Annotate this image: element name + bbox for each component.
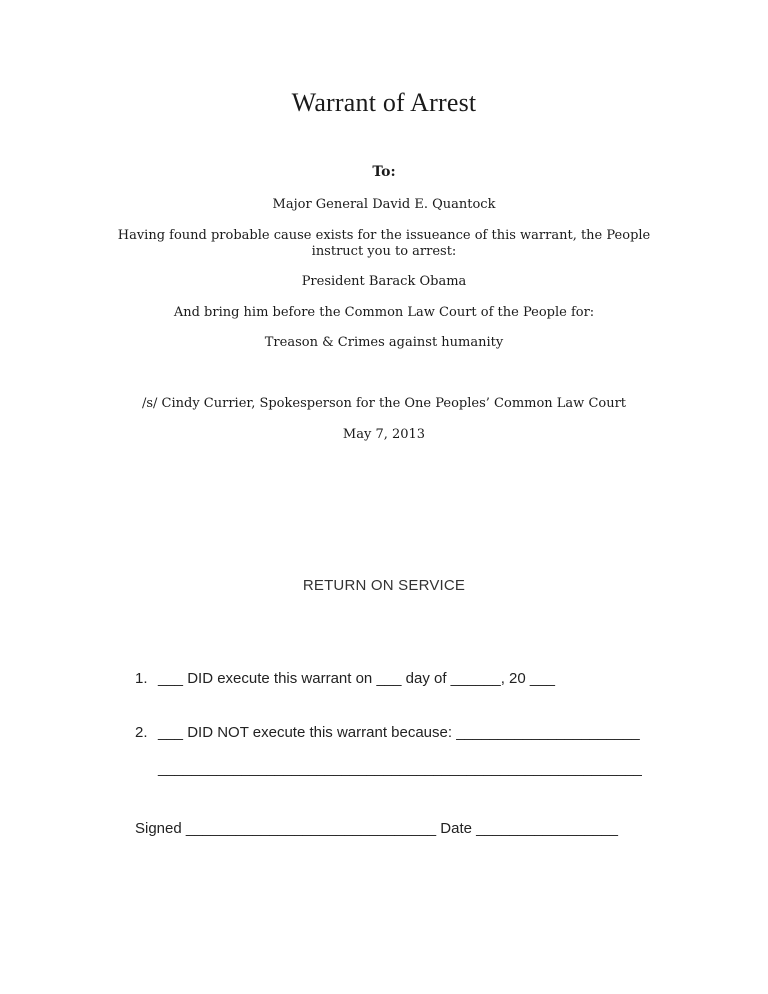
item-text: ___ DID execute this warrant on ___ day of ______, 20 ___ xyxy=(158,670,555,687)
document-date: May 7, 2013 xyxy=(342,427,426,442)
item-text: ___ DID NOT execute this warrant because: ______________________ xyxy=(158,724,640,741)
signature-line: /s/ Cindy Currier, Spokesperson for the One Peoples’ Common Law Court xyxy=(141,396,627,411)
addressee: Major General David E. Quantock xyxy=(272,197,496,212)
return-on-service-heading: RETURN ON SERVICE xyxy=(302,577,466,594)
return-item-2-continuation: __________________________________________________________ xyxy=(158,760,642,777)
finding-line-2: instruct you to arrest: xyxy=(311,244,457,259)
to-label: To: xyxy=(372,164,396,180)
arrestee-name: President Barack Obama xyxy=(301,274,467,289)
document-title: Warrant of Arrest xyxy=(291,88,477,117)
signed-date-line: Signed ______________________________ Date _________________ xyxy=(135,820,618,837)
item-number: 1. xyxy=(135,670,148,687)
bring-before-line: And bring him before the Common Law Court of the People for: xyxy=(173,305,595,320)
finding-line-1: Having found probable cause exists for the issueance of this warrant, the People xyxy=(117,228,651,243)
return-item-2 xyxy=(135,724,640,741)
item-number: 2. xyxy=(135,724,148,741)
return-item-1 xyxy=(135,670,555,687)
charges: Treason & Crimes against humanity xyxy=(264,335,504,350)
